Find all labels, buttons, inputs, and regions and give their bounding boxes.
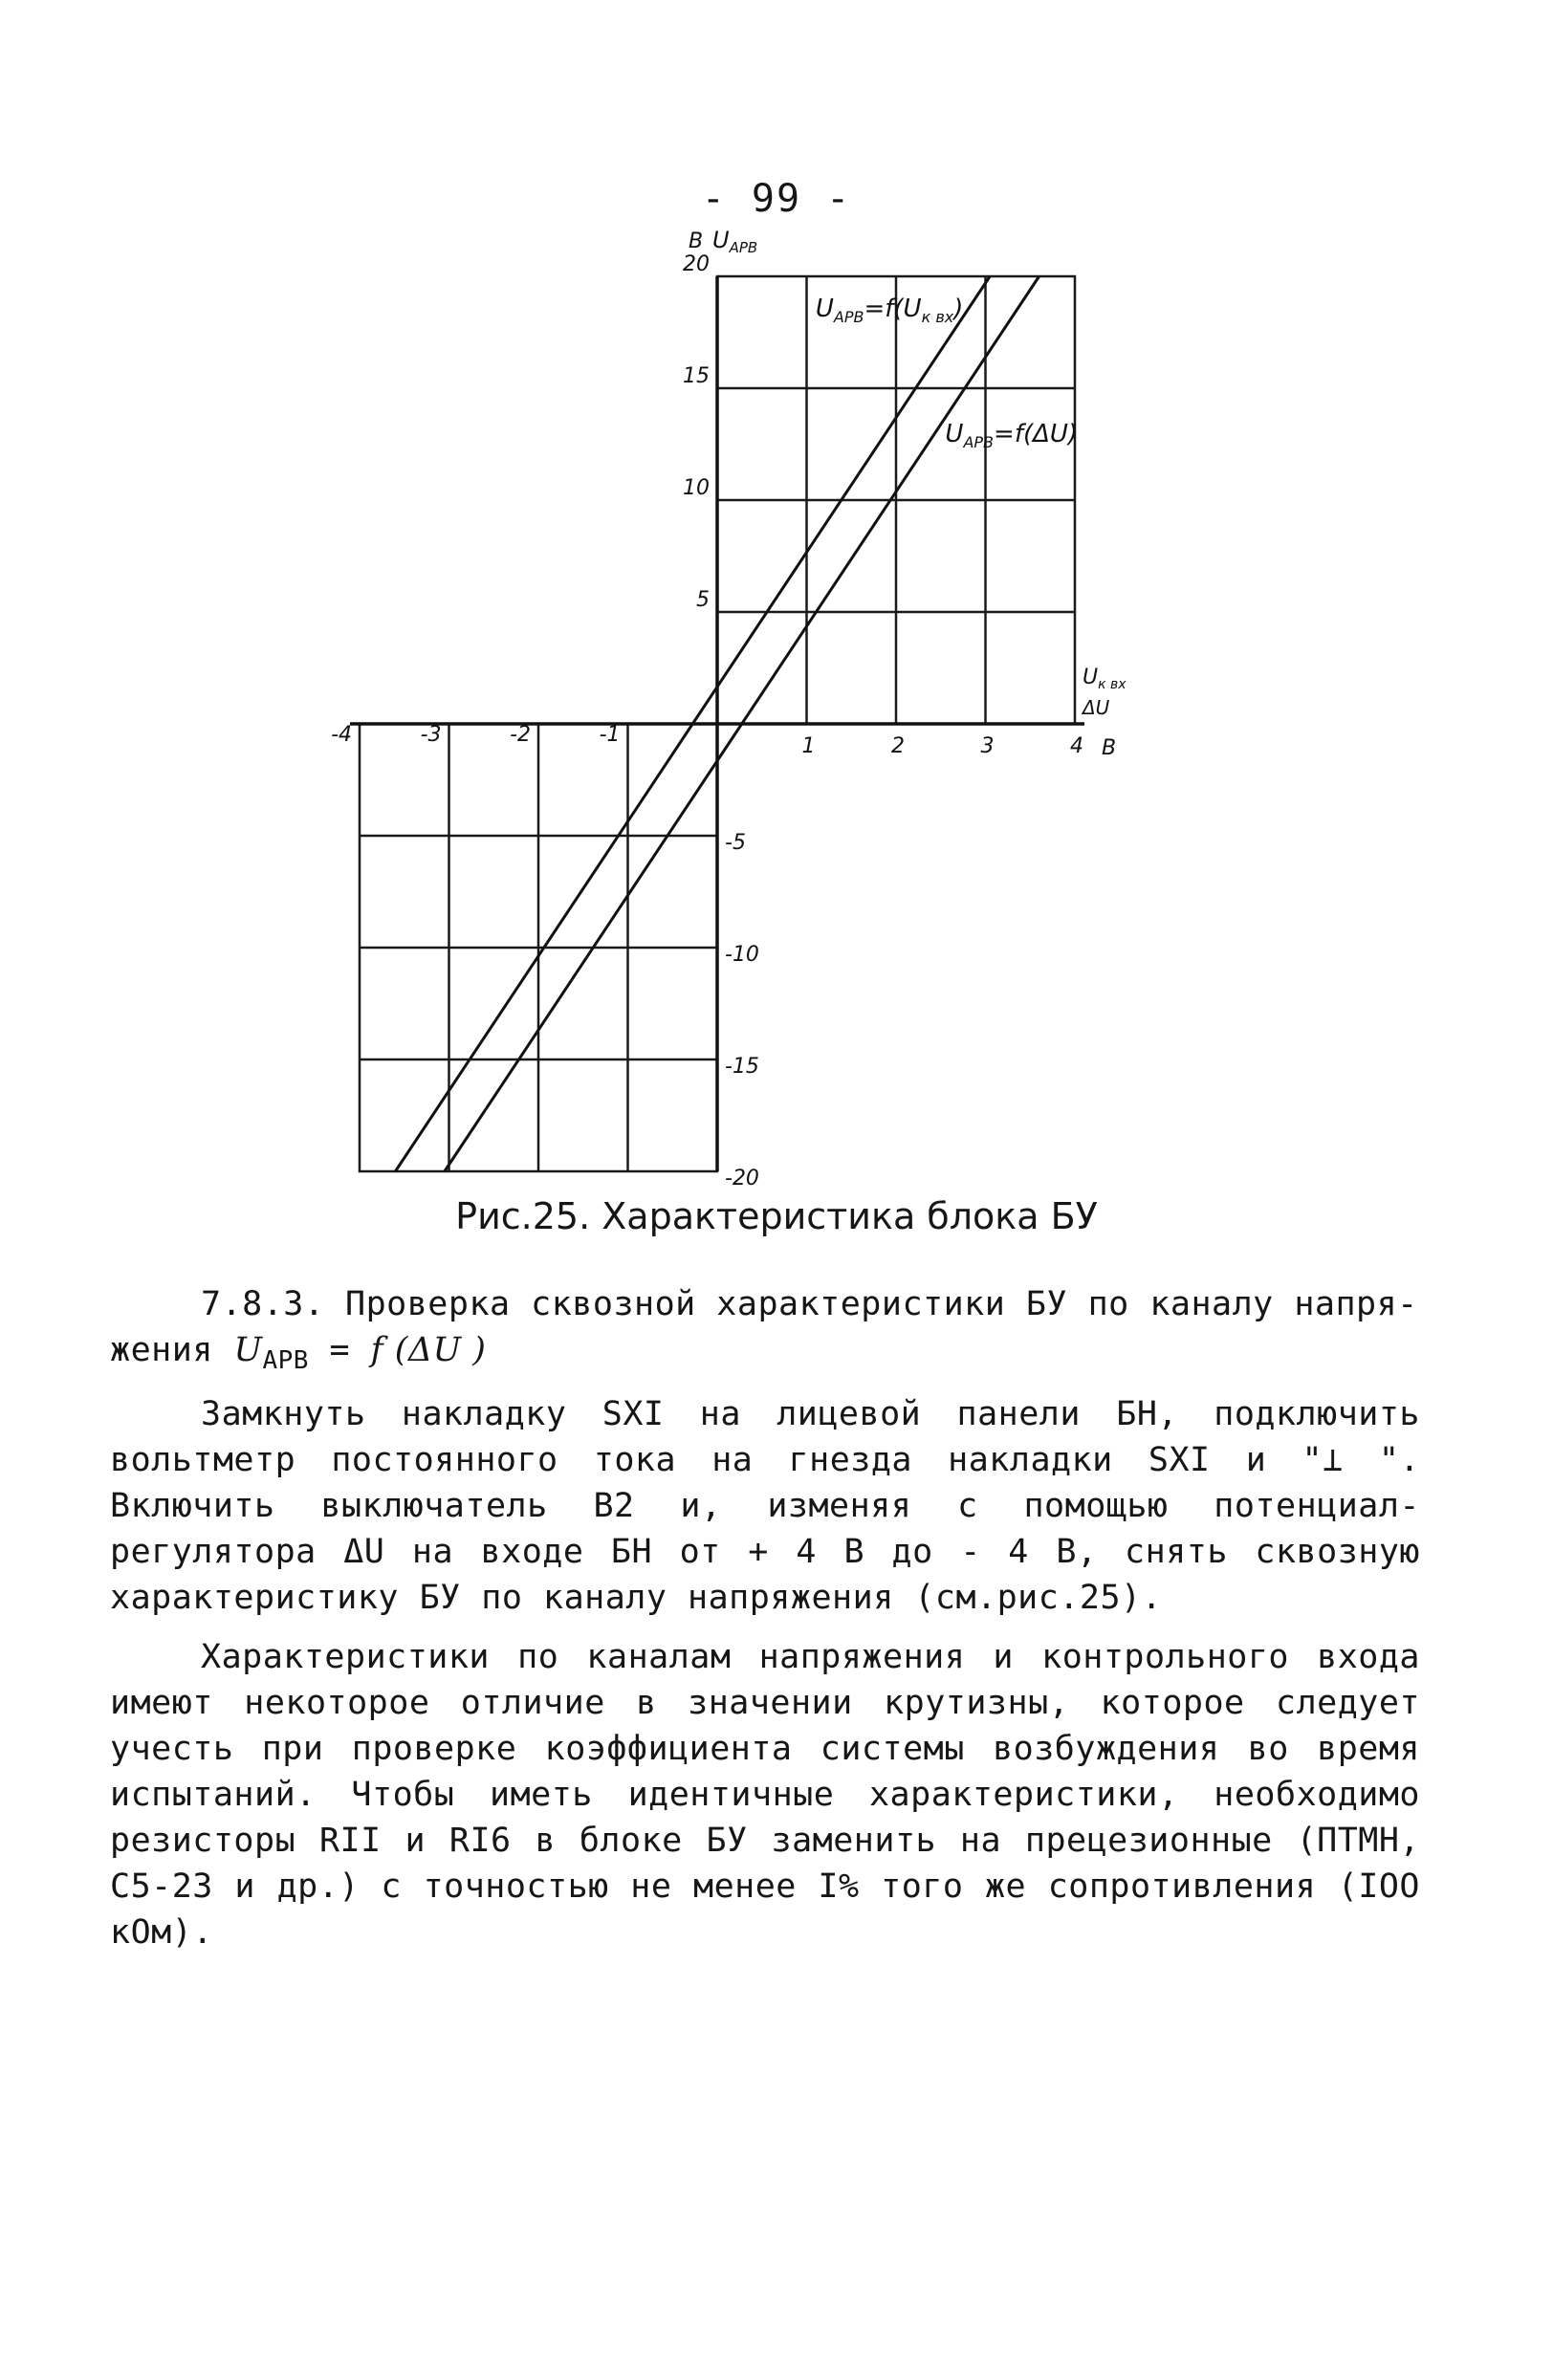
paragraph-1: Замкнуть накладку SXI на лицевой панели БН, подключить вольтметр постоянного тока на гнезда накладки SXI и "⊥ ". Включить выключатель В2 и, изменяя с помощью потенциал-регулятора ΔU на входе БН от + 4 В до - 4 В, снять сквозную характеристику БУ по каналу напряжения (см.рис.25). [110, 1395, 1420, 1617]
chart-tick-labels [331, 252, 1083, 1186]
series-label-2: $U_{АРВ}=f(\Delta U)$ [945, 420, 1079, 452]
chart-labels [689, 229, 1126, 760]
series-label-1: $U_{АРВ}=f(U_{к вх})$ [815, 295, 964, 327]
x-axis-label-1: $U_{к вх}$ [1083, 666, 1126, 692]
y-tick-label: -20 [725, 1167, 759, 1186]
x-tick-label: -1 [599, 723, 621, 747]
figure-caption: Рис.25. Характеристика блока БУ [455, 1195, 1098, 1237]
y-tick-label: -5 [725, 831, 746, 855]
section-heading-text-2: жения [110, 1331, 213, 1369]
section-heading-formula-line [110, 1327, 1420, 1384]
x-tick-label: -3 [420, 723, 442, 747]
x-tick-label: 1 [801, 734, 816, 758]
x-axis-label-2: ΔU [1083, 696, 1110, 719]
y-axis-label: $U_{АРВ}$ [712, 229, 758, 256]
formula-sub: АРВ [262, 1346, 309, 1375]
y-unit-label: В [689, 229, 704, 253]
formula-arg: (ΔU ) [383, 1331, 487, 1369]
x-tick-label: 2 [891, 734, 905, 758]
y-tick-label: 5 [696, 588, 710, 612]
section-heading [110, 1281, 1420, 1327]
section-number: 7.8.3. [201, 1285, 325, 1323]
section-text [110, 1281, 1420, 1955]
x-tick-label: 3 [980, 734, 995, 758]
page-number: - 99 - [701, 177, 852, 221]
characteristic-chart [287, 229, 1205, 1186]
y-tick-label: 15 [683, 364, 710, 388]
y-tick-label: -15 [725, 1055, 759, 1079]
chart-axes [350, 276, 1084, 1171]
section-heading-text: Проверка сквозной характеристики БУ по каналу напря- [345, 1285, 1418, 1323]
formula-eq: = [308, 1331, 371, 1369]
y-tick-label: 10 [683, 476, 710, 500]
y-tick-label: 20 [683, 252, 710, 276]
x-tick-label: -2 [510, 723, 531, 747]
x-tick-label: 4 [1070, 734, 1083, 758]
y-tick-label: -10 [725, 943, 759, 967]
formula-f: f [370, 1331, 384, 1369]
formula-u: U [233, 1331, 263, 1369]
x-unit-label: В [1102, 736, 1117, 760]
paragraph-2: Характеристики по каналам напряжения и контрольного входа имеют некоторое отличие в значении крутизны, которое следует учесть при проверке коэффициента системы возбуждения во время испытаний. Чтобы иметь идентичные характеристики, необходимо резисторы RII и RI6 в блоке БУ заменить на прецезионные (ПТМН, С5-23 и др.) с точностью не менее I% того же сопротивления (IOO кОм). [110, 1638, 1420, 1952]
x-tick-label: -4 [331, 723, 352, 747]
